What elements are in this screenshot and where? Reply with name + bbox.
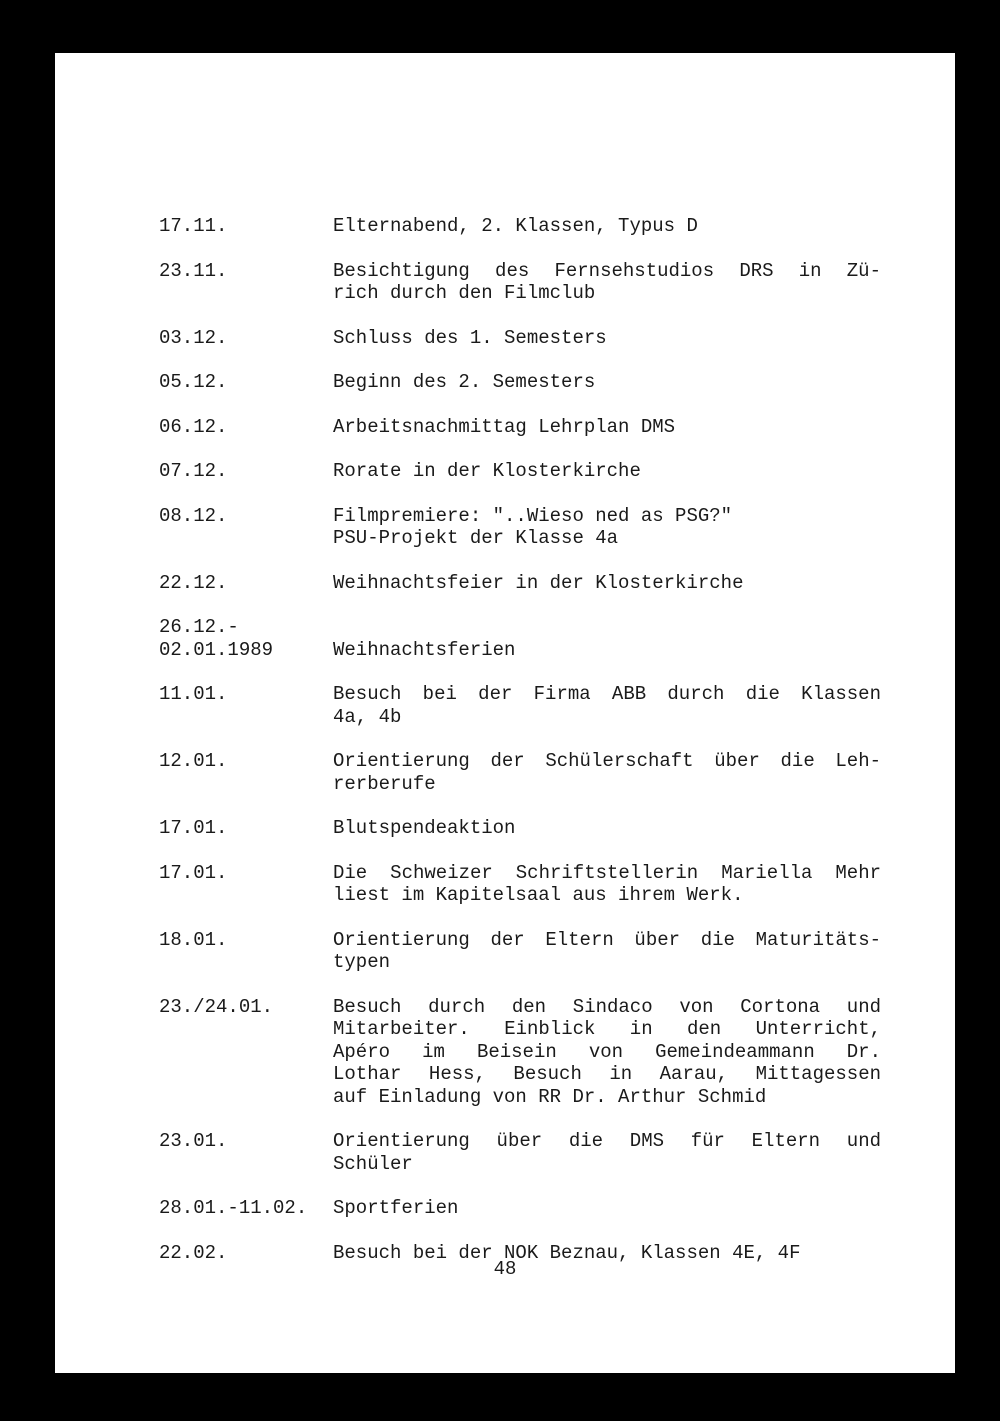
event-date <box>159 572 333 595</box>
event-description <box>333 460 881 483</box>
event-description-line: Besuch durch den Sindaco von Cortona und <box>333 995 881 1018</box>
event-date-line: 17.01. <box>159 861 228 884</box>
event-entry <box>159 260 881 305</box>
event-entry <box>159 460 881 483</box>
event-list <box>159 215 881 1286</box>
event-description-line: Schluss des 1. Semesters <box>333 326 607 349</box>
event-description-line: Apéro im Beisein von Gemeindeammann Dr. <box>333 1040 881 1063</box>
event-date-line: 26.12.- <box>159 616 239 638</box>
event-date-line: 23./24.01. <box>159 995 274 1018</box>
event-entry <box>159 683 881 728</box>
event-entry <box>159 616 881 661</box>
event-description-line: Besichtigung des Fernsehstudios DRS in Zü- <box>333 259 881 282</box>
event-date-line: 23.11. <box>159 259 228 282</box>
event-date <box>159 1130 333 1175</box>
event-description <box>333 327 881 350</box>
event-date-line: 02.01.1989 <box>159 638 274 661</box>
event-description-line: rich durch den Filmclub <box>333 282 596 304</box>
event-entry <box>159 416 881 439</box>
event-description-line: Sportferien <box>333 1197 459 1219</box>
event-date-line: 06.12. <box>159 415 228 438</box>
event-description-line: Orientierung über die DMS für Eltern und <box>333 1130 881 1152</box>
event-description-line: Beginn des 2. Semesters <box>333 371 596 393</box>
event-description <box>333 215 881 238</box>
event-description <box>333 862 881 907</box>
event-description-line: liest im Kapitelsaal aus ihrem Werk. <box>333 884 744 906</box>
event-description-line: Orientierung der Eltern über die Maturitäts- <box>333 928 881 951</box>
event-date <box>159 683 333 728</box>
event-date <box>159 817 333 840</box>
event-date <box>159 260 333 305</box>
event-date-line: 28.01.-11.02. <box>159 1197 308 1219</box>
event-date <box>159 929 333 974</box>
event-date <box>159 505 333 550</box>
event-date-line: 08.12. <box>159 504 228 527</box>
event-description <box>333 416 881 439</box>
event-date-line: 22.12. <box>159 571 228 594</box>
event-date-line: 18.01. <box>159 928 228 951</box>
event-date-line: 23.01. <box>159 1130 228 1152</box>
event-description-line: Lothar Hess, Besuch in Aarau, Mittagessen <box>333 1063 881 1085</box>
event-description-line: Mitarbeiter. Einblick in den Unterricht, <box>333 1018 881 1040</box>
event-date-line: 17.11. <box>159 215 228 237</box>
event-description <box>333 683 881 728</box>
event-date-line: 11.01. <box>159 683 228 705</box>
event-description-line: Elternabend, 2. Klassen, Typus D <box>333 215 698 237</box>
event-description <box>333 929 881 974</box>
event-description <box>333 260 881 305</box>
event-description-line: Besuch bei der NOK Beznau, Klassen 4E, 4F <box>333 1241 801 1264</box>
event-date-line: 17.01. <box>159 817 228 839</box>
event-date <box>159 215 333 238</box>
event-description-line: Schüler <box>333 1152 413 1175</box>
event-description-line: Arbeitsnachmittag Lehrplan DMS <box>333 415 676 438</box>
event-description <box>333 371 881 394</box>
event-description <box>333 1197 881 1220</box>
event-date <box>159 327 333 350</box>
event-description-line <box>333 616 881 639</box>
event-entry <box>159 996 881 1109</box>
event-description-line: Filmpremiere: "..Wieso ned as PSG?" <box>333 504 733 527</box>
event-description-line: 4a, 4b <box>333 705 402 728</box>
event-description <box>333 750 881 795</box>
event-date-line: 12.01. <box>159 750 228 772</box>
event-entry <box>159 817 881 840</box>
event-date <box>159 1197 333 1220</box>
event-description <box>333 505 881 550</box>
event-description <box>333 996 881 1109</box>
event-date <box>159 371 333 394</box>
event-date-line: 05.12. <box>159 371 228 393</box>
event-description <box>333 1130 881 1175</box>
event-entry <box>159 371 881 394</box>
event-date <box>159 862 333 907</box>
event-entry <box>159 327 881 350</box>
event-description <box>333 572 881 595</box>
event-description-line: Die Schweizer Schriftstellerin Mariella Mehr <box>333 861 881 884</box>
event-entry <box>159 862 881 907</box>
event-description-line: PSU-Projekt der Klasse 4a <box>333 527 619 549</box>
event-entry <box>159 1197 881 1220</box>
event-date <box>159 460 333 483</box>
event-description-line: Blutspendeaktion <box>333 817 516 839</box>
event-description-line: Besuch bei der Firma ABB durch die Klassen <box>333 683 881 705</box>
event-description-line: Weihnachtsfeier in der Klosterkirche <box>333 571 744 594</box>
event-entry <box>159 750 881 795</box>
event-entry <box>159 1130 881 1175</box>
event-date <box>159 416 333 439</box>
event-entry <box>159 929 881 974</box>
event-description-line: auf Einladung von RR Dr. Arthur Schmid <box>333 1085 767 1108</box>
event-description-line: Rorate in der Klosterkirche <box>333 460 641 482</box>
event-entry <box>159 505 881 550</box>
event-description <box>333 817 881 840</box>
event-description-line: Weihnachtsferien <box>333 638 516 661</box>
event-date-line: 07.12. <box>159 460 228 482</box>
page-number: 48 <box>493 1258 517 1280</box>
event-date <box>159 616 333 661</box>
event-date-line: 03.12. <box>159 326 228 349</box>
event-entry <box>159 572 881 595</box>
event-date <box>159 750 333 795</box>
event-date-line: 22.02. <box>159 1241 228 1264</box>
event-description-line: typen <box>333 951 391 973</box>
event-description <box>333 616 881 661</box>
event-date <box>159 996 333 1109</box>
event-description-line: rerberufe <box>333 772 436 795</box>
event-entry <box>159 215 881 238</box>
document-page <box>55 53 955 1373</box>
event-description-line: Orientierung der Schülerschaft über die Leh- <box>333 750 881 772</box>
